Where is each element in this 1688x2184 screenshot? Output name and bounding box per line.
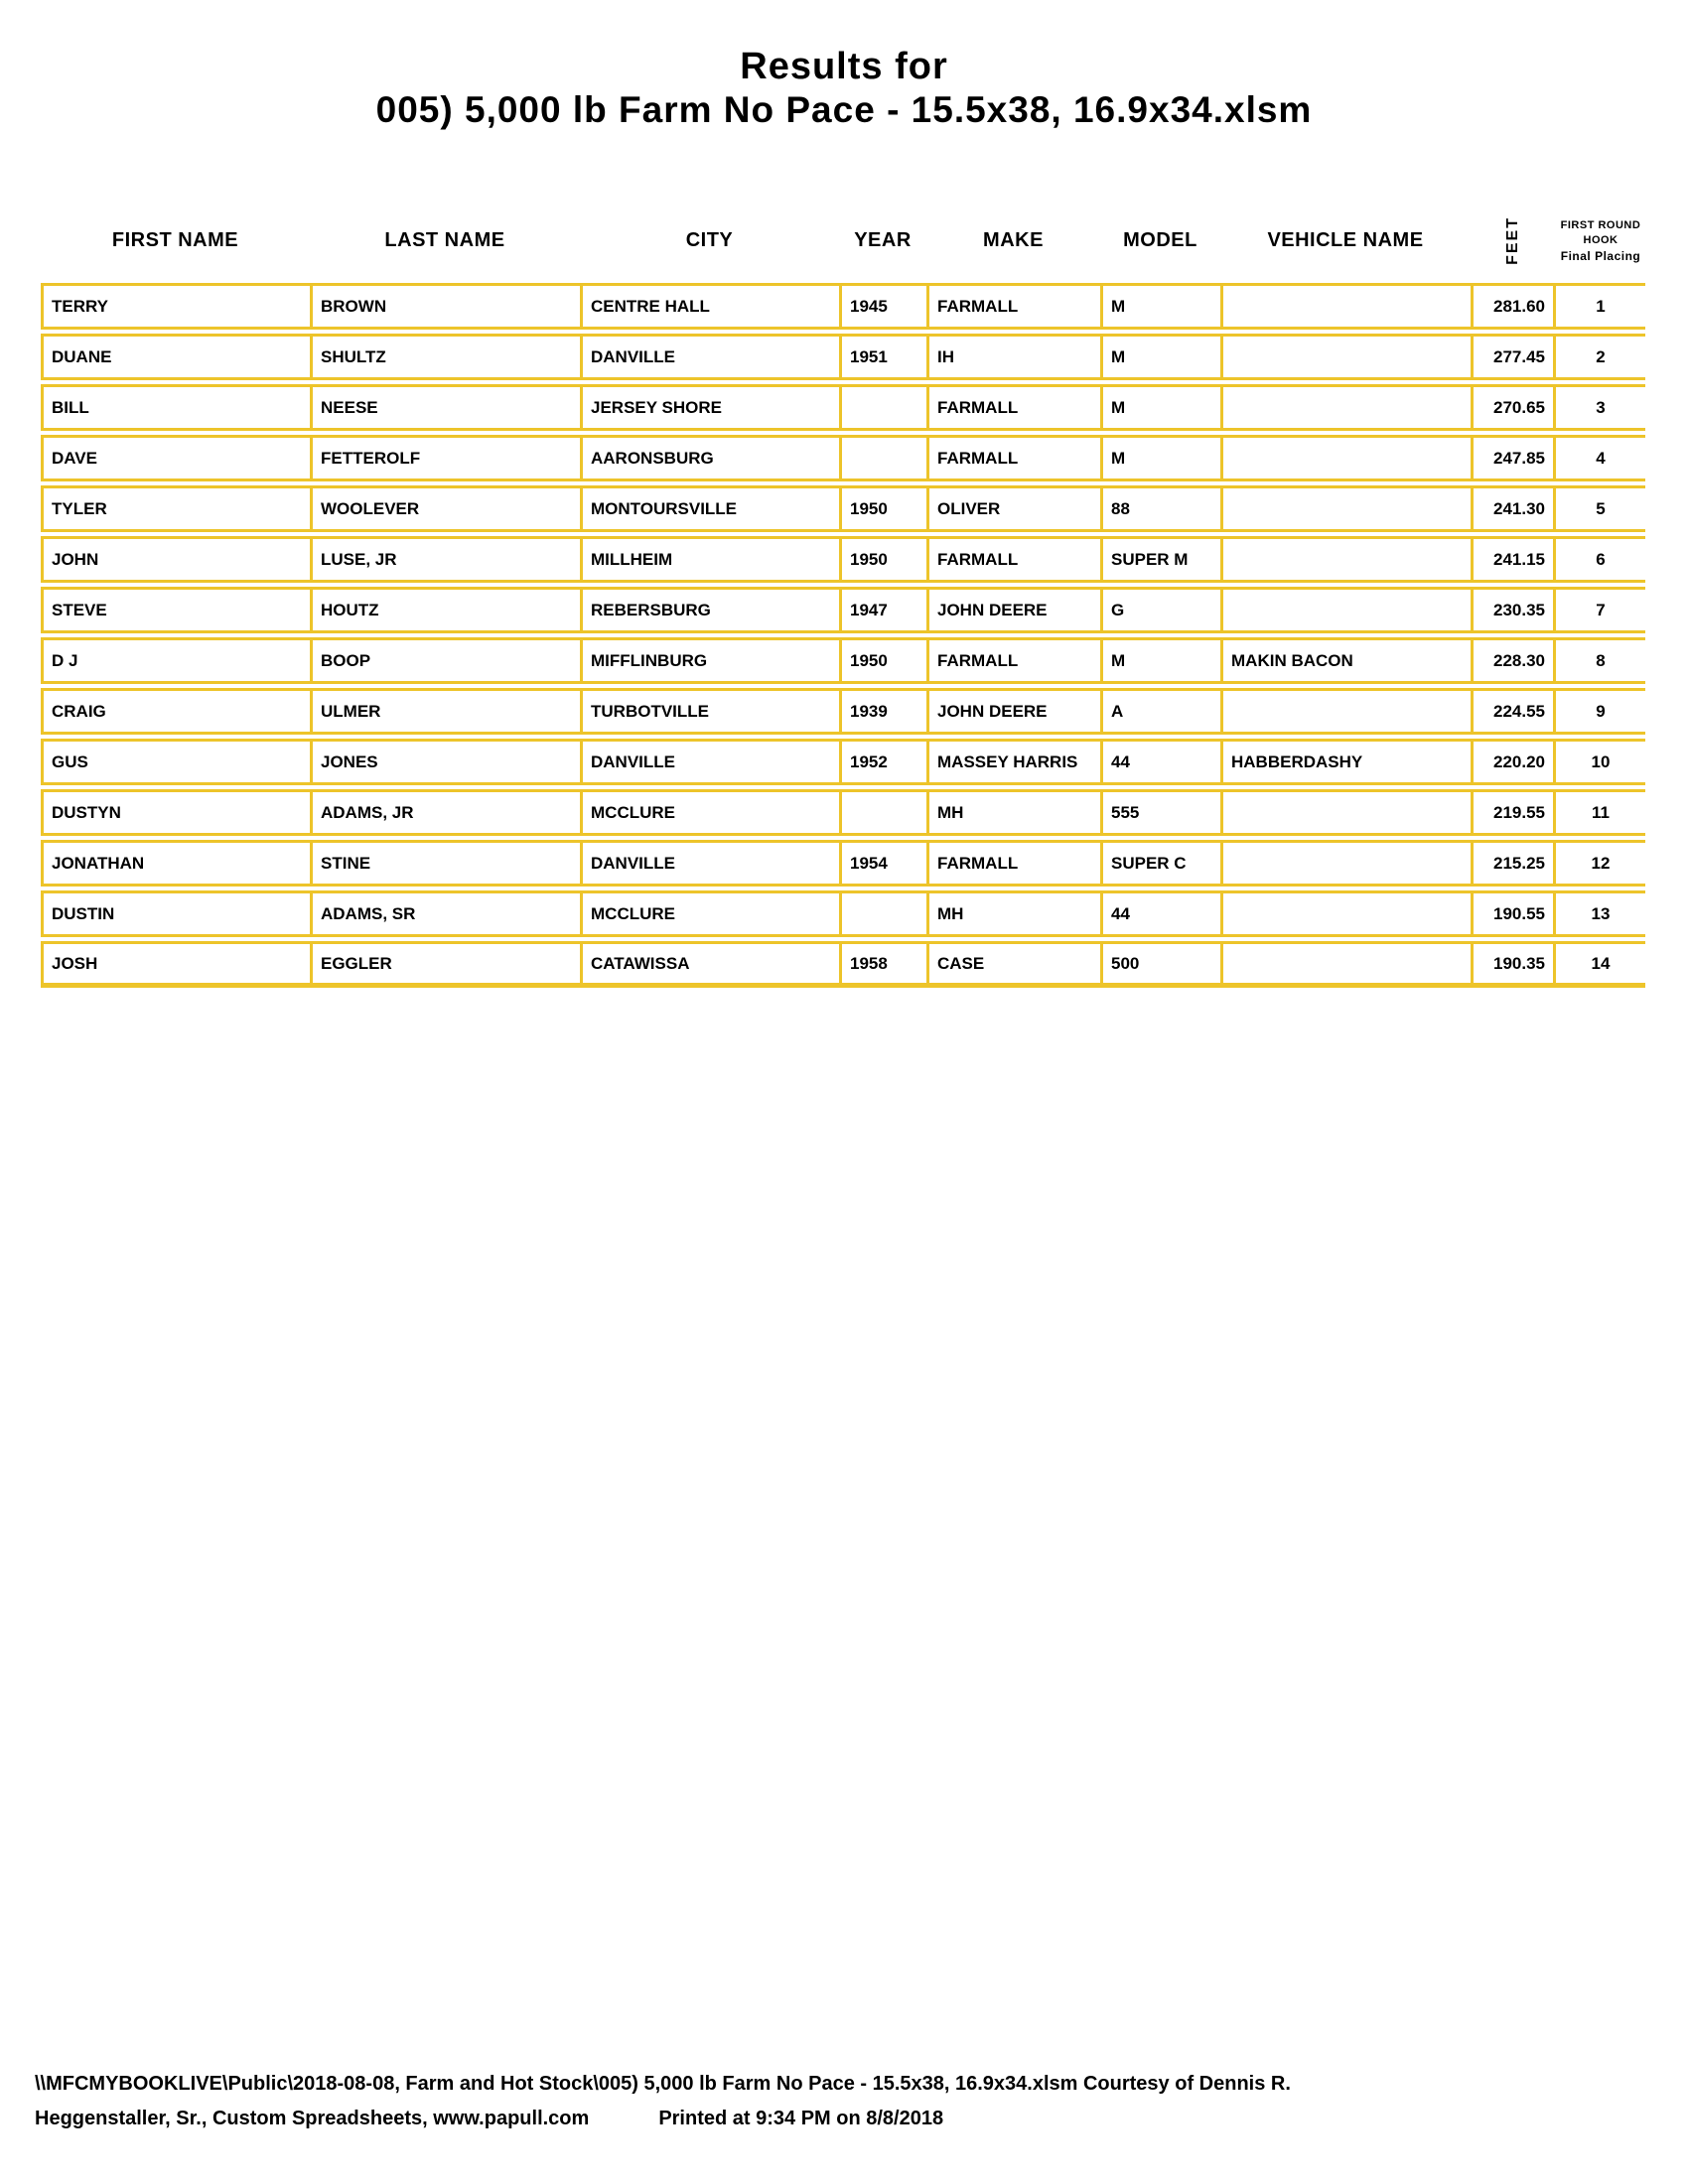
cell-make: MH [926, 789, 1100, 836]
cell-vehicle-name [1220, 283, 1471, 330]
cell-placing: 11 [1556, 789, 1645, 836]
table-row [41, 637, 1645, 684]
cell-make: FARMALL [926, 384, 1100, 431]
cell-vehicle-name [1220, 435, 1471, 481]
table-row [41, 587, 1645, 633]
cell-year [839, 384, 926, 431]
column-header-first-name: FIRST NAME [111, 229, 239, 251]
table-row [41, 435, 1645, 481]
cell-feet: 270.65 [1471, 384, 1556, 431]
cell-model: G [1100, 587, 1220, 633]
table-row [41, 688, 1645, 735]
cell-vehicle-name [1220, 587, 1471, 633]
table-row [41, 739, 1645, 785]
cell-first-name: GUS [41, 739, 310, 785]
cell-make: FARMALL [926, 637, 1100, 684]
cell-make: JOHN DEERE [926, 688, 1100, 735]
cell-placing: 13 [1556, 890, 1645, 937]
table-row [41, 840, 1645, 887]
column-header-final-placing [1556, 204, 1645, 278]
cell-model: A [1100, 688, 1220, 735]
cell-year: 1952 [839, 739, 926, 785]
cell-city: DANVILLE [580, 840, 839, 887]
cell-first-name: CRAIG [41, 688, 310, 735]
cell-first-name: STEVE [41, 587, 310, 633]
cell-model: M [1100, 334, 1220, 380]
results-table-body [41, 283, 1645, 988]
cell-vehicle-name [1220, 941, 1471, 988]
cell-year: 1939 [839, 688, 926, 735]
cell-year: 1954 [839, 840, 926, 887]
column-header-last-name: LAST NAME [384, 229, 505, 251]
cell-make: OLIVER [926, 485, 1100, 532]
cell-model: 500 [1100, 941, 1220, 988]
cell-vehicle-name [1220, 840, 1471, 887]
table-row [41, 334, 1645, 380]
cell-placing: 1 [1556, 283, 1645, 330]
table-row [41, 941, 1645, 988]
table-row [41, 384, 1645, 431]
cell-model: 555 [1100, 789, 1220, 836]
cell-last-name: WOOLEVER [310, 485, 580, 532]
cell-year: 1950 [839, 485, 926, 532]
cell-city: MCCLURE [580, 890, 839, 937]
cell-last-name: ADAMS, JR [310, 789, 580, 836]
cell-vehicle-name [1220, 789, 1471, 836]
cell-placing: 2 [1556, 334, 1645, 380]
footer-printed-timestamp: Printed at 9:34 PM on 8/8/2018 [658, 2108, 944, 2129]
cell-placing: 7 [1556, 587, 1645, 633]
cell-model: 88 [1100, 485, 1220, 532]
cell-feet: 228.30 [1471, 637, 1556, 684]
cell-year [839, 435, 926, 481]
cell-feet: 277.45 [1471, 334, 1556, 380]
cell-make: FARMALL [926, 283, 1100, 330]
table-row [41, 536, 1645, 583]
cell-last-name: LUSE, JR [310, 536, 580, 583]
cell-feet: 247.85 [1471, 435, 1556, 481]
page-subtitle: 005) 5,000 lb Farm No Pace - 15.5x38, 16.9x34.xlsm [375, 89, 1313, 130]
cell-city: TURBOTVILLE [580, 688, 839, 735]
page-title: Results for [740, 46, 948, 87]
cell-last-name: FETTEROLF [310, 435, 580, 481]
cell-city: DANVILLE [580, 739, 839, 785]
cell-last-name: JONES [310, 739, 580, 785]
cell-make: IH [926, 334, 1100, 380]
cell-first-name: TERRY [41, 283, 310, 330]
column-header-city: CITY [685, 229, 734, 251]
cell-model: M [1100, 283, 1220, 330]
cell-feet: 281.60 [1471, 283, 1556, 330]
cell-vehicle-name [1220, 384, 1471, 431]
cell-first-name: DUANE [41, 334, 310, 380]
cell-city: MCCLURE [580, 789, 839, 836]
cell-city: CENTRE HALL [580, 283, 839, 330]
column-header-make: MAKE [983, 229, 1044, 251]
cell-last-name: ADAMS, SR [310, 890, 580, 937]
cell-year [839, 789, 926, 836]
cell-first-name: JOHN [41, 536, 310, 583]
table-header-row [41, 204, 1645, 278]
cell-feet: 219.55 [1471, 789, 1556, 836]
cell-year: 1947 [839, 587, 926, 633]
cell-city: JERSEY SHORE [580, 384, 839, 431]
cell-feet: 190.55 [1471, 890, 1556, 937]
table-row [41, 890, 1645, 937]
cell-last-name: HOUTZ [310, 587, 580, 633]
cell-vehicle-name: HABBERDASHY [1220, 739, 1471, 785]
cell-make: JOHN DEERE [926, 587, 1100, 633]
cell-model: M [1100, 637, 1220, 684]
footer-credit: Heggenstaller, Sr., Custom Spreadsheets, www.papull.com [35, 2108, 590, 2129]
cell-make: CASE [926, 941, 1100, 988]
cell-model: M [1100, 384, 1220, 431]
cell-placing: 12 [1556, 840, 1645, 887]
cell-city: CATAWISSA [580, 941, 839, 988]
cell-year: 1950 [839, 536, 926, 583]
cell-city: AARONSBURG [580, 435, 839, 481]
cell-vehicle-name [1220, 890, 1471, 937]
cell-last-name: EGGLER [310, 941, 580, 988]
cell-placing: 9 [1556, 688, 1645, 735]
cell-first-name: JONATHAN [41, 840, 310, 887]
cell-first-name: D J [41, 637, 310, 684]
cell-placing: 8 [1556, 637, 1645, 684]
cell-vehicle-name [1220, 334, 1471, 380]
cell-city: MIFFLINBURG [580, 637, 839, 684]
cell-first-name: JOSH [41, 941, 310, 988]
placing-header-line2: HOOK [1583, 233, 1618, 246]
footer-file-path: \\MFCMYBOOKLIVE\Public\2018-08-08, Farm and Hot Stock\005) 5,000 lb Farm No Pace - 15.5x38, 16.9x34.xlsm Courtesy of Dennis R. [35, 2073, 1291, 2095]
cell-feet: 241.15 [1471, 536, 1556, 583]
cell-last-name: NEESE [310, 384, 580, 431]
column-header-vehicle-name: VEHICLE NAME [1267, 229, 1424, 251]
cell-placing: 4 [1556, 435, 1645, 481]
cell-city: REBERSBURG [580, 587, 839, 633]
cell-vehicle-name [1220, 536, 1471, 583]
cell-year: 1958 [839, 941, 926, 988]
placing-header-line1: FIRST ROUND [1560, 218, 1641, 231]
cell-first-name: TYLER [41, 485, 310, 532]
cell-model: 44 [1100, 890, 1220, 937]
cell-feet: 220.20 [1471, 739, 1556, 785]
table-row [41, 485, 1645, 532]
cell-first-name: DAVE [41, 435, 310, 481]
cell-first-name: DUSTIN [41, 890, 310, 937]
cell-city: DANVILLE [580, 334, 839, 380]
cell-city: MILLHEIM [580, 536, 839, 583]
cell-placing: 14 [1556, 941, 1645, 988]
table-row [41, 283, 1645, 330]
cell-make: FARMALL [926, 840, 1100, 887]
cell-vehicle-name [1220, 688, 1471, 735]
cell-model: SUPER M [1100, 536, 1220, 583]
cell-vehicle-name [1220, 485, 1471, 532]
cell-model: M [1100, 435, 1220, 481]
page-footer [35, 2067, 1663, 2136]
cell-last-name: ULMER [310, 688, 580, 735]
cell-feet: 190.35 [1471, 941, 1556, 988]
cell-last-name: BOOP [310, 637, 580, 684]
cell-feet: 215.25 [1471, 840, 1556, 887]
cell-year: 1945 [839, 283, 926, 330]
cell-make: MH [926, 890, 1100, 937]
cell-make: FARMALL [926, 435, 1100, 481]
cell-year: 1951 [839, 334, 926, 380]
cell-feet: 230.35 [1471, 587, 1556, 633]
placing-header-line3: Final Placing [1560, 248, 1641, 263]
cell-placing: 6 [1556, 536, 1645, 583]
cell-year: 1950 [839, 637, 926, 684]
cell-year [839, 890, 926, 937]
cell-first-name: DUSTYN [41, 789, 310, 836]
cell-vehicle-name: MAKIN BACON [1220, 637, 1471, 684]
table-row [41, 789, 1645, 836]
cell-feet: 224.55 [1471, 688, 1556, 735]
cell-placing: 10 [1556, 739, 1645, 785]
column-header-feet [1471, 204, 1556, 278]
cell-make: MASSEY HARRIS [926, 739, 1100, 785]
cell-last-name: BROWN [310, 283, 580, 330]
cell-placing: 3 [1556, 384, 1645, 431]
cell-placing: 5 [1556, 485, 1645, 532]
cell-first-name: BILL [41, 384, 310, 431]
cell-last-name: STINE [310, 840, 580, 887]
feet-vertical-label: FEET [1504, 216, 1521, 265]
column-header-model: MODEL [1123, 229, 1197, 251]
cell-feet: 241.30 [1471, 485, 1556, 532]
cell-model: SUPER C [1100, 840, 1220, 887]
cell-make: FARMALL [926, 536, 1100, 583]
column-header-year: YEAR [854, 229, 912, 251]
cell-last-name: SHULTZ [310, 334, 580, 380]
cell-city: MONTOURSVILLE [580, 485, 839, 532]
cell-model: 44 [1100, 739, 1220, 785]
